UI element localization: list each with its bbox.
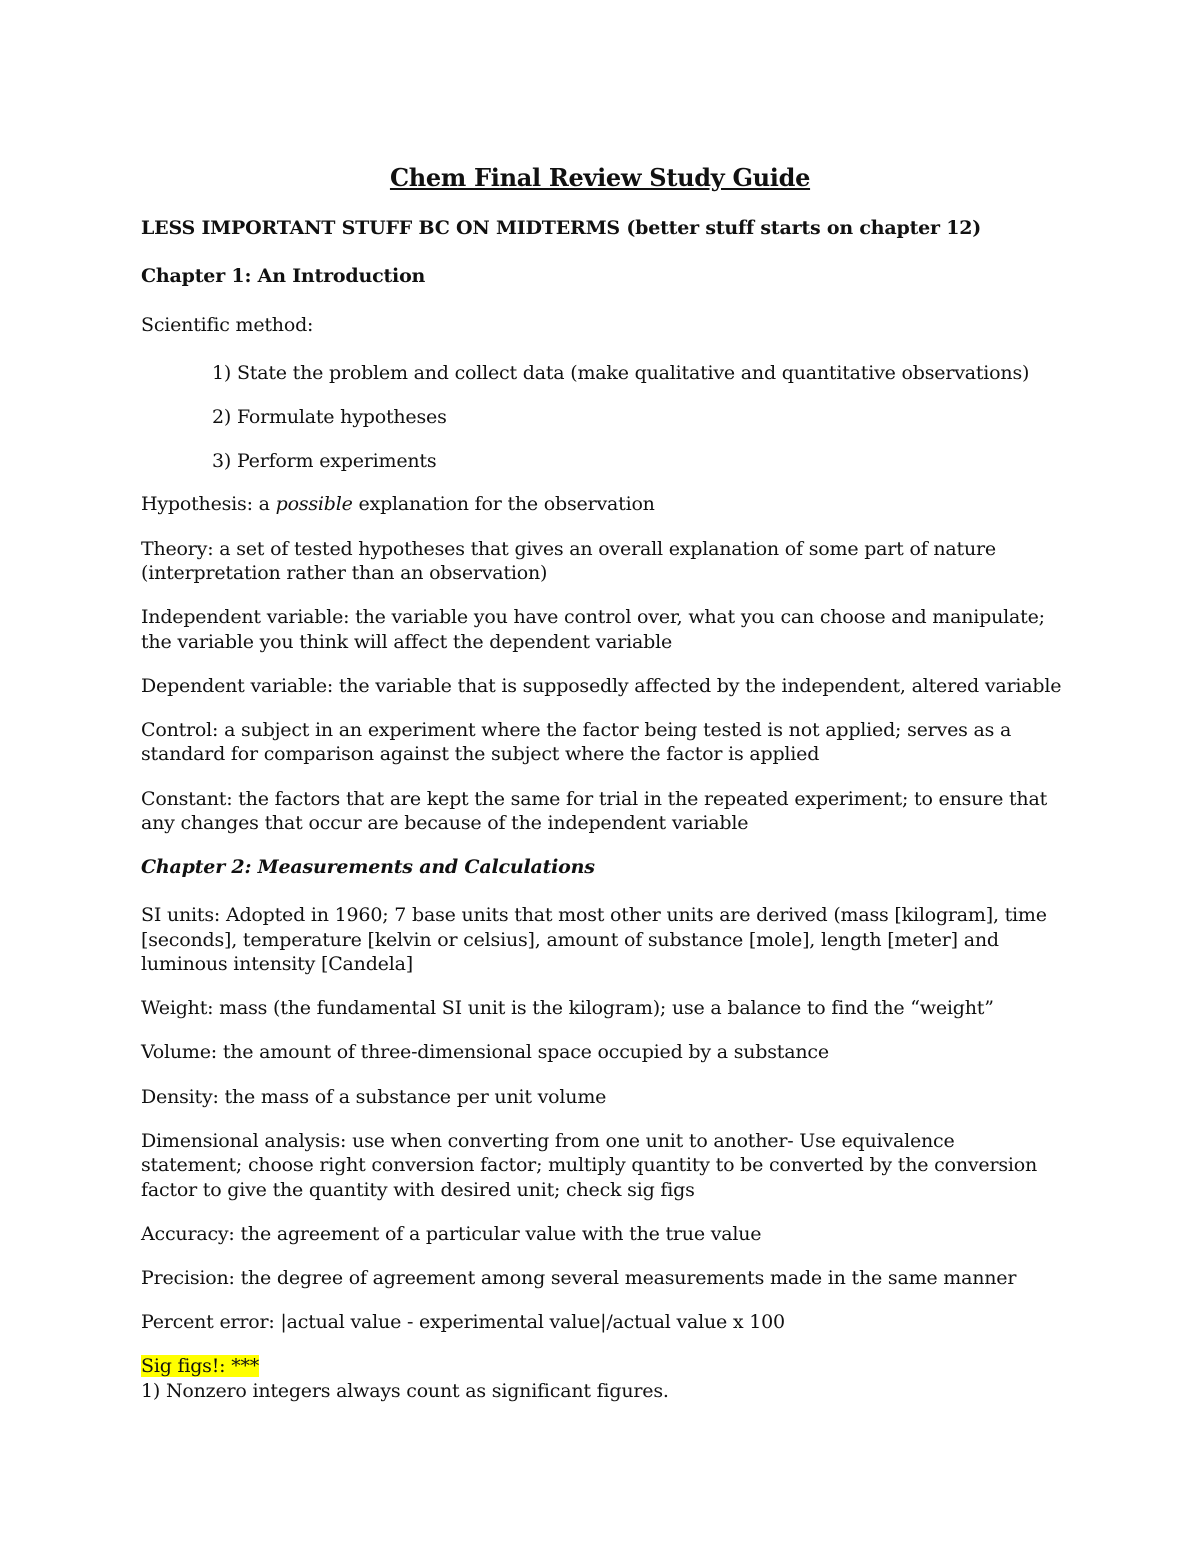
si-units-line-2: [seconds], temperature [kelvin or celsius], amount of substance [mole], length [meter] and — [141, 929, 999, 951]
constant-line-2: any changes that occur are because of the independent variable — [141, 812, 749, 834]
hypothesis-definition — [141, 492, 655, 517]
density-definition: Density: the mass of a substance per unit volume — [141, 1086, 607, 1108]
sig-figs-rule-1: 1) Nonzero integers always count as significant figures. — [141, 1380, 669, 1402]
dependent-variable: Dependent variable: the variable that is supposedly affected by the independent, altered variable — [141, 675, 1062, 697]
control-line-1: Control: a subject in an experiment where the factor being tested is not applied; serves as a — [141, 719, 1012, 741]
precision-definition: Precision: the degree of agreement among several measurements made in the same manner — [141, 1267, 1017, 1289]
si-units-line-3: luminous intensity [Candela] — [141, 953, 413, 975]
theory-line-1: Theory: a set of tested hypotheses that gives an overall explanation of some part of nature — [141, 538, 996, 560]
dimensional-line-3: factor to give the quantity with desired unit; check sig figs — [141, 1179, 695, 1201]
dimensional-line-1: Dimensional analysis: use when converting from one unit to another- Use equivalence — [141, 1130, 955, 1152]
percent-error-formula: Percent error: |actual value - experimental value|/actual value x 100 — [141, 1311, 785, 1333]
method-step-3: 3) Perform experiments — [212, 450, 437, 472]
dimensional-line-2: statement; choose right conversion factor; multiply quantity to be converted by the conversion — [141, 1154, 1038, 1176]
hypothesis-prefix: Hypothesis: a — [141, 493, 276, 515]
si-units-line-1: SI units: Adopted in 1960; 7 base units that most other units are derived (mass [kilogram], time — [141, 904, 1047, 926]
method-step-1: 1) State the problem and collect data (make qualitative and quantitative observations) — [212, 362, 1030, 384]
method-step-2: 2) Formulate hypotheses — [212, 406, 447, 428]
accuracy-definition: Accuracy: the agreement of a particular value with the true value — [141, 1223, 762, 1245]
sig-figs-heading-line — [141, 1354, 259, 1379]
control-line-2: standard for comparison against the subject where the factor is applied — [141, 743, 820, 765]
hypothesis-emphasis: possible — [275, 493, 353, 515]
hypothesis-suffix: explanation for the observation — [352, 493, 655, 515]
independent-line-1: Independent variable: the variable you have control over, what you can choose and manipulate; — [141, 606, 1045, 628]
sig-figs-heading: Sig figs!: *** — [141, 1355, 260, 1377]
weight-definition: Weight: mass (the fundamental SI unit is the kilogram); use a balance to find the “weight” — [141, 997, 994, 1019]
chapter-1-heading: Chapter 1: An Introduction — [141, 265, 426, 287]
volume-definition: Volume: the amount of three-dimensional space occupied by a substance — [141, 1041, 829, 1063]
independent-line-2: the variable you think will affect the dependent variable — [141, 631, 673, 653]
chapter-2-heading: Chapter 2: Measurements and Calculations — [141, 856, 595, 878]
constant-line-1: Constant: the factors that are kept the same for trial in the repeated experiment; to ensure that — [141, 788, 1048, 810]
scientific-method-label: Scientific method: — [141, 314, 314, 336]
theory-line-2: (interpretation rather than an observation) — [141, 562, 548, 584]
document-subtitle: LESS IMPORTANT STUFF BC ON MIDTERMS (better stuff starts on chapter 12) — [141, 217, 982, 239]
document-title: Chem Final Review Study Guide — [389, 163, 811, 192]
